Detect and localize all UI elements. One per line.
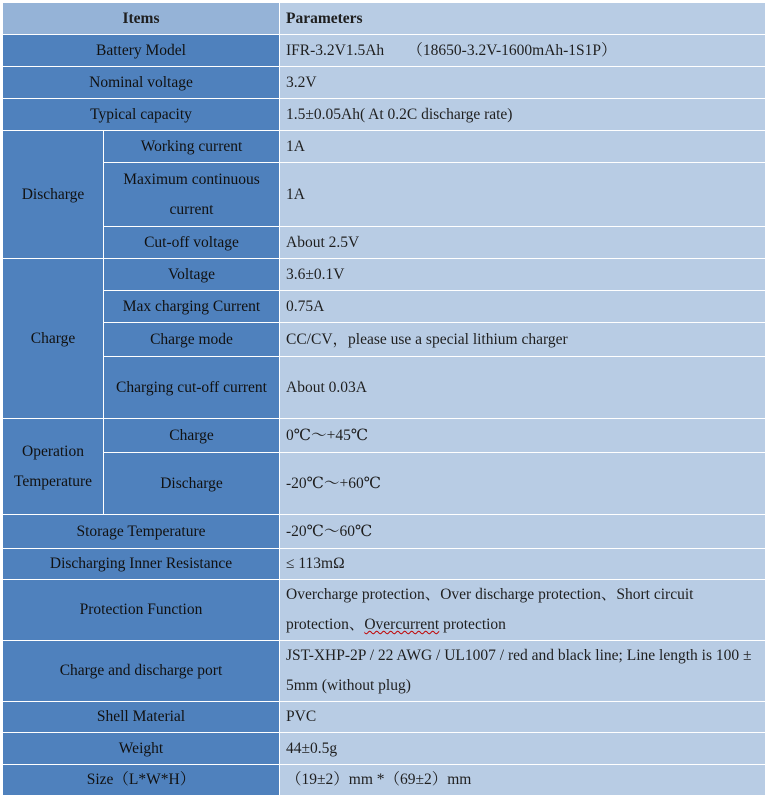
row-label-storage-temperature: Storage Temperature [3,515,280,549]
table-row [3,67,766,99]
row-value-max-charging-current: 0.75A [280,291,766,323]
row-value-charging-cutoff-current: About 0.03A [280,357,766,419]
row-label-max-charging-current: Max charging Current [104,291,280,323]
row-label-inner-resistance: Discharging Inner Resistance [3,549,280,580]
row-label-cutoff-voltage: Cut-off voltage [104,227,280,259]
row-label-charge-mode: Charge mode [104,323,280,357]
row-label-charge-voltage: Voltage [104,259,280,291]
header-parameters: Parameters [280,3,766,35]
table-row [3,227,766,259]
row-label-protection-function: Protection Function [3,580,280,641]
row-label-battery-model: Battery Model [3,35,280,67]
row-value-operation-charge: 0℃～+45℃ [280,419,766,453]
table-row [3,99,766,131]
row-value-size: （19±2）mm *（69±2）mm [280,765,766,796]
header-row [3,3,766,35]
row-value-protection-function [280,580,766,641]
table-row [3,323,766,357]
protection-text-part1: Overcharge protection、Over discharge protection、Short circuit protection、 [286,586,694,633]
table-row [3,131,766,163]
table-row [3,259,766,291]
table-row [3,291,766,323]
row-value-inner-resistance: ≤ 113mΩ [280,549,766,580]
row-value-storage-temperature: -20℃～60℃ [280,515,766,549]
table-row [3,357,766,419]
row-label-max-continuous-current: Maximum continuous current [104,163,280,227]
header-items: Items [3,3,280,35]
row-label-shell-material: Shell Material [3,702,280,733]
table-row [3,35,766,67]
row-label-typical-capacity: Typical capacity [3,99,280,131]
protection-text-part3: protection [439,616,506,633]
table-row [3,419,766,453]
table-row [3,580,766,641]
group-label-charge: Charge [3,259,104,419]
group-label-operation-temperature: Operation Temperature [3,419,104,515]
table-row [3,515,766,549]
row-value-charge-voltage: 3.6±0.1V [280,259,766,291]
table-row [3,765,766,796]
row-label-operation-discharge: Discharge [104,453,280,515]
row-value-charge-discharge-port: JST-XHP-2P / 22 AWG / UL1007 / red and black line; Line length is 100 ± 5mm (without plug) [280,641,766,702]
row-label-charge-discharge-port: Charge and discharge port [3,641,280,702]
row-label-operation-charge: Charge [104,419,280,453]
row-label-size: Size（L*W*H） [3,765,280,796]
battery-spec-table [2,2,766,796]
table-row [3,733,766,765]
table-row [3,453,766,515]
group-label-discharge: Discharge [3,131,104,259]
table-row [3,702,766,733]
row-value-typical-capacity: 1.5±0.05Ah( At 0.2C discharge rate) [280,99,766,131]
table-row [3,549,766,580]
row-label-weight: Weight [3,733,280,765]
row-label-working-current: Working current [104,131,280,163]
row-value-operation-discharge: -20℃～+60℃ [280,453,766,515]
row-label-nominal-voltage: Nominal voltage [3,67,280,99]
protection-text-overcurrent: Overcurrent [364,616,440,633]
row-value-shell-material: PVC [280,702,766,733]
row-value-working-current: 1A [280,131,766,163]
row-value-nominal-voltage: 3.2V [280,67,766,99]
row-value-cutoff-voltage: About 2.5V [280,227,766,259]
row-value-battery-model: IFR-3.2V1.5Ah （18650-3.2V-1600mAh-1S1P） [280,35,766,67]
row-label-charging-cutoff-current: Charging cut-off current [104,357,280,419]
row-value-charge-mode: CC/CV，please use a special lithium charger [280,323,766,357]
table-row [3,641,766,702]
row-value-weight: 44±0.5g [280,733,766,765]
row-value-max-continuous-current: 1A [280,163,766,227]
table-row [3,163,766,227]
